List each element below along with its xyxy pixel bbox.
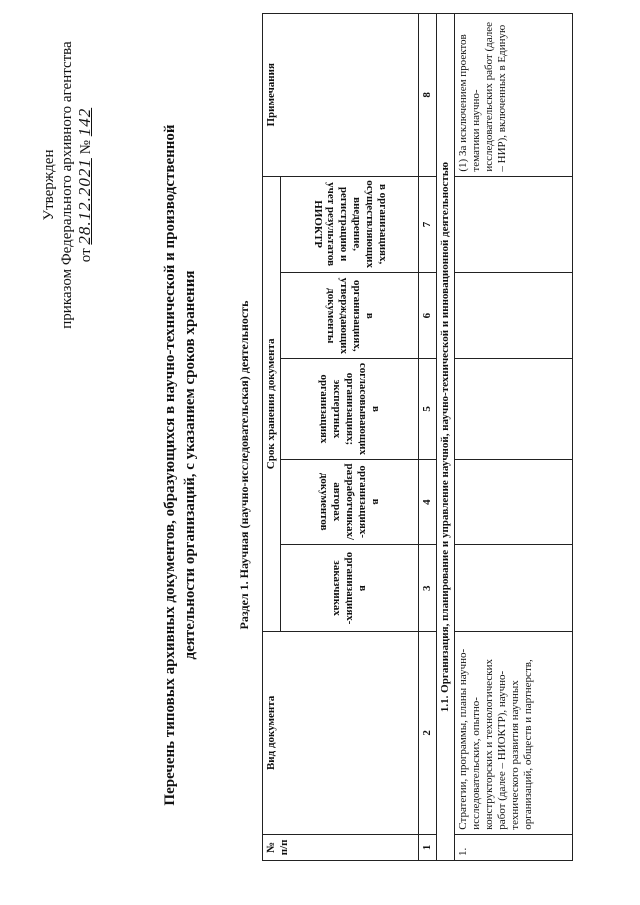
- header-col4: [281, 459, 419, 545]
- row-col5: [455, 358, 573, 459]
- row-col6: [455, 273, 573, 358]
- header-storage-group: Срок хранения документа: [263, 176, 281, 631]
- header-col3-text: в организациях-заказчиках: [331, 552, 369, 625]
- col-number-2: 2: [419, 632, 437, 835]
- col-number-1: 1: [419, 834, 437, 860]
- col-number-5: 5: [419, 358, 437, 459]
- header-col7: [281, 176, 419, 273]
- header-col4-text: в организациях-разработчиках/авторах документов: [318, 463, 382, 541]
- col-number-3: 3: [419, 545, 437, 632]
- col-number-4: 4: [419, 459, 437, 545]
- approval-number: 142: [75, 107, 94, 137]
- column-number-row: [419, 14, 437, 861]
- header-col7-text: в организациях, осуществляющих внедрение, регистрацию и учет результатов НИОКТР: [311, 180, 389, 269]
- header-col5: [281, 358, 419, 459]
- approval-line-1: Утвержден: [41, 149, 57, 221]
- approval-number-prefix: №: [78, 140, 94, 155]
- document-title-line-2: деятельности организаций, с указанием сроков хранения: [182, 270, 198, 660]
- header-col6: [281, 273, 419, 358]
- approval-line-2: приказом Федерального архивного агентства: [59, 41, 75, 329]
- row-num: 1.: [455, 834, 573, 860]
- row-doc-type: Стратегии, программы, планы научно-исследовательских, опытно-конструкторских и технологических работ (далее – НИОКТР), научно-технического развития научных организаций, обществ и партнерств,: [455, 632, 573, 835]
- col-number-6: 6: [419, 273, 437, 358]
- header-notes: Примечания: [263, 14, 419, 177]
- header-col6-text: в организациях, утверждающих документы: [324, 277, 376, 354]
- col-number-8: 8: [419, 14, 437, 177]
- row-col7: [455, 176, 573, 273]
- approval-date-line: [76, 25, 95, 345]
- subsection-title: 1.1. Организация, планирование и управление научной, научно-технической и инновационной деятельностью: [437, 14, 455, 861]
- row-col4: [455, 459, 573, 545]
- document-title-line-1: Перечень типовых архивных документов, образующихся в научно-технической и производственной: [162, 124, 178, 806]
- row-notes: (1) За исключением проектов тематики научно-исследовательских работ (далее – НИР), включенных в Единую: [455, 14, 573, 177]
- header-col3: [281, 545, 419, 632]
- header-num: № п/п: [263, 834, 419, 860]
- header-col5-text: в согласовывающих организациях; экспертных организациях: [318, 362, 382, 455]
- approval-stamp: [40, 25, 95, 345]
- header-row-1: [263, 14, 281, 861]
- documents-table: [262, 13, 573, 861]
- table-row: [455, 14, 573, 861]
- header-doc-type: Вид документа: [263, 632, 419, 835]
- document-title: [160, 85, 200, 845]
- approval-date-prefix: от: [78, 248, 94, 263]
- col-number-7: 7: [419, 176, 437, 273]
- row-col3: [455, 545, 573, 632]
- section-title: Раздел 1. Научная (научно-исследовательская) деятельность: [237, 300, 251, 630]
- subsection-row: [437, 14, 455, 861]
- approval-date: 28.12.2021: [75, 158, 94, 245]
